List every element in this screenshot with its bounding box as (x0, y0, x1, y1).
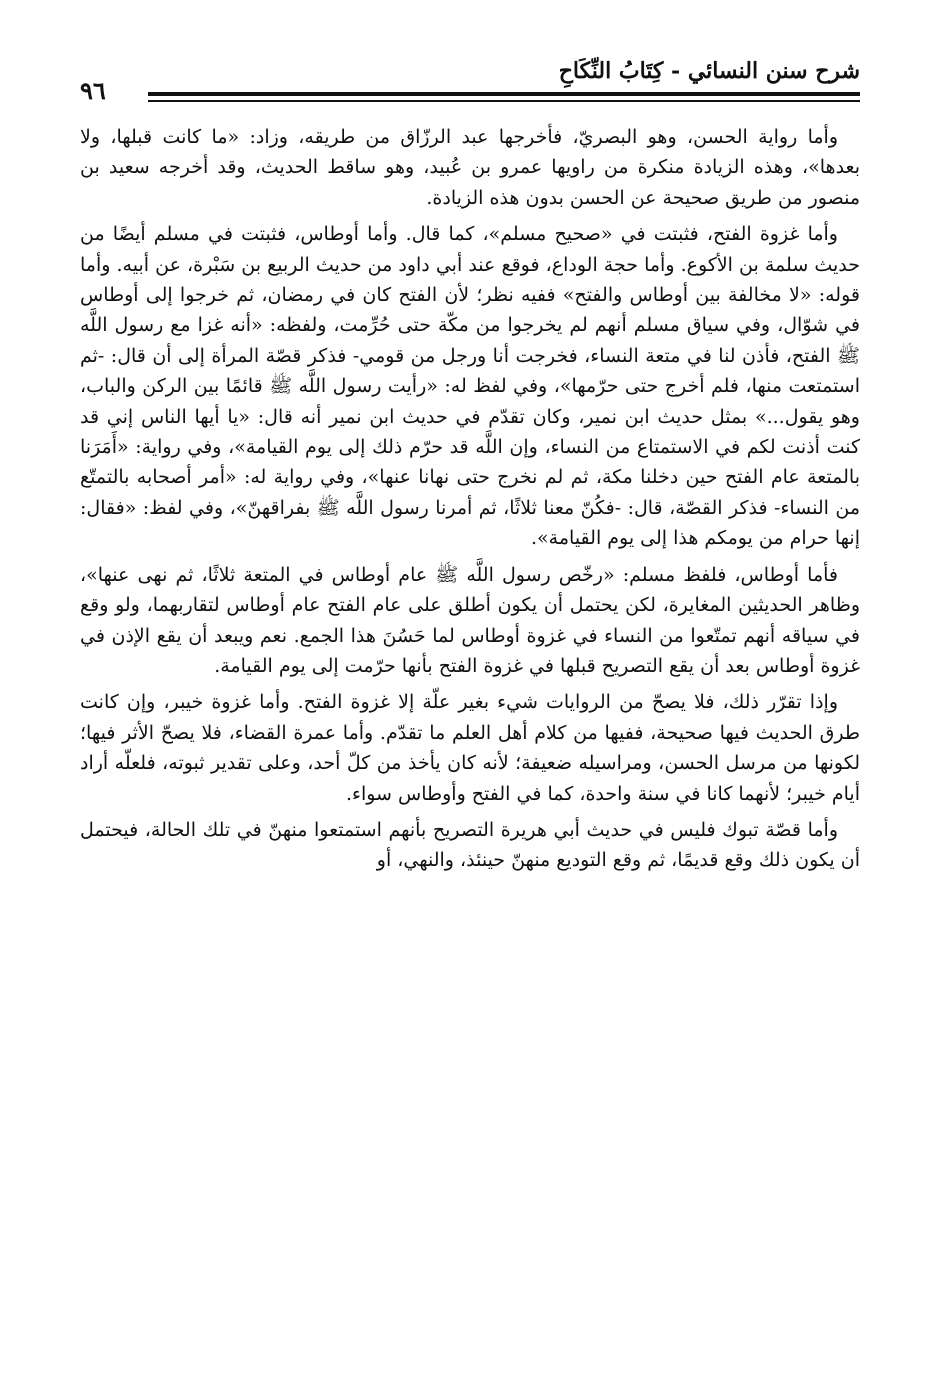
body-text (80, 122, 860, 882)
running-title: شرح سنن النسائي - كِتَابُ النِّكَاحِ (558, 58, 860, 84)
header-rule (148, 92, 860, 102)
paragraph: فأما أوطاس، فلفظ مسلم: «رخّص رسول اللَّه ﷺ عام أوطاس في المتعة ثلاثًا، ثم نهى عنها»، وظاهر الحديثين المغايرة، لكن يحتمل أن يكون أطلق على عام الفتح عام أوطاس لتقاربهما، ولو وقع في سياقه أنهم تمتّعوا من النساء في غزوة أوطاس لما حَسُنَ هذا الجمع. نعم ويبعد أن يقع الإذن في غزوة أوطاس بعد أن يقع التصريح قبلها في غزوة الفتح بأنها حرّمت إلى يوم القيامة. (80, 563, 860, 677)
paragraph: وأما قصّة تبوك فليس في حديث أبي هريرة التصريح بأنهم استمتعوا منهنّ في تلك الحالة، فيحتمل أن يكون ذلك وقع قديمًا، ثم وقع التوديع منهنّ حينئذ، والنهي، أو (80, 818, 860, 872)
paragraph: وأما رواية الحسن، وهو البصريّ، فأخرجها عبد الرزّاق من طريقه، وزاد: «ما كانت قبلها، ولا بعدها»، وهذه الزيادة منكرة من راويها عمرو بن عُبيد، وهو ساقط الحديث، وقد أخرجه سعيد بن منصور من طريق صحيحة عن الحسن بدون هذه الزيادة. (80, 126, 860, 209)
header-rule-thin (148, 100, 860, 102)
paragraph: وأما غزوة الفتح، فثبتت في «صحيح مسلم»، كما قال. وأما أوطاس، فثبتت في مسلم أيضًا من حديث سلمة بن الأكوع. وأما حجة الوداع، فوقع عند أبي داود من حديث الربيع بن سَبْرة، عن أبيه. وأما قوله: «لا مخالفة بين أوطاس والفتح» ففيه نظر؛ لأن الفتح كان في رمضان، ثم خرجوا إلى أوطاس في شوّال، وفي سياق مسلم أنهم لم يخرجوا من مكّة حتى حُرِّمت، ولفظه: «أنه غزا مع رسول اللَّه ﷺ الفتح، فأذن لنا في متعة النساء، فخرجت أنا ورجل من قومي- فذكر قصّة المرأة إلى أن قال: -ثم استمتعت منها، فلم أخرج حتى حرّمها»، وفي لفظ له: «رأيت رسول اللَّه ﷺ قائمًا بين الركن والباب، وهو يقول...» بمثل حديث ابن نمير، وكان تقدّم في حديث ابن نمير أنه قال: «يا أيها الناس إني قد كنت أذنت لكم في الاستمتاع من النساء، وإن اللَّه قد حرّم ذلك إلى يوم القيامة»، وفي رواية: «أَمَرَنا بالمتعة عام الفتح حين دخلنا مكة، ثم لم نخرج حتى نهانا عنها»، وفي رواية له: «أمر أصحابه بالتمتّع من النساء- فذكر القصّة، قال: -فكُنّ معنا ثلاثًا، ثم أمرنا رسول اللَّه ﷺ بفراقهنّ»، وفي لفظ: «فقال: إنها حرام من يومكم هذا إلى يوم القيامة». (80, 223, 860, 550)
paragraph: وإذا تقرّر ذلك، فلا يصحّ من الروايات شيء بغير علّة إلا غزوة الفتح. وأما غزوة خيبر، وإن كانت طرق الحديث فيها صحيحة، ففيها من كلام أهل العلم ما تقدّم. وأما عمرة القضاء، فلا يصحّ الأثر فيها؛ لكونها من مرسل الحسن، ومراسيله ضعيفة؛ لأنه كان يأخذ من كلّ أحد، وعلى تقدير ثبوته، فلعلّه أراد أيام خيبر؛ لأنهما كانا في سنة واحدة، كما في الفتح وأوطاس سواء. (80, 691, 860, 805)
page-number: ٩٦ (80, 76, 106, 105)
page-header (80, 56, 860, 106)
header-rule-thick (148, 92, 860, 96)
